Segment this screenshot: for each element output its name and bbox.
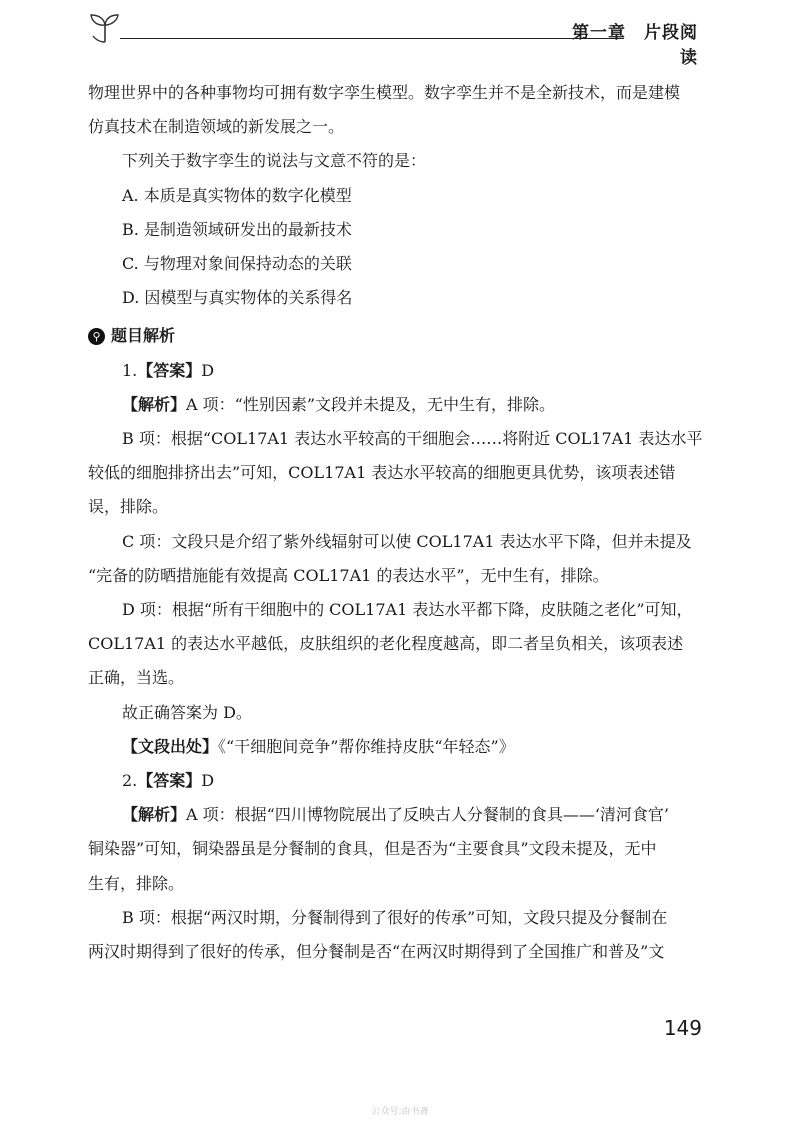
q1-conclusion: 故正确答案为 D。 <box>122 702 252 722</box>
q2-number: 2. <box>122 771 138 791</box>
analysis-line: 正确，当选。 <box>88 668 185 688</box>
sprout-icon <box>88 12 122 44</box>
answer-value: D <box>201 360 215 380</box>
section-title-text: 题目解析 <box>111 326 176 346</box>
analysis-text: A 项：“性别因素”文段并未提及，无中生有，排除。 <box>186 394 556 414</box>
parse-label: 【解析】 <box>122 394 187 414</box>
q2-option-a-analysis <box>88 798 700 832</box>
analysis-line: 生有，排除。 <box>88 873 185 893</box>
header-rule <box>120 38 624 39</box>
parse-label: 【解析】 <box>122 805 187 825</box>
answer-value: D <box>201 771 215 791</box>
option-a: A. 本质是真实物体的数字化模型 <box>122 185 352 205</box>
option-c: C. 与物理对象间保持动态的关联 <box>122 254 352 274</box>
intro-line: 物理世界中的各种事物均可拥有数字孪生模型。数字孪生并不是全新技术，而是建模 <box>88 83 681 102</box>
page-number: 149 <box>663 1016 702 1040</box>
analysis-line: “完备的防晒措施能有效提高 COL17A1 的表达水平”，无中生有，排除。 <box>88 565 609 585</box>
watermark: 公众号:由书斋 <box>371 1107 429 1117</box>
answer-label: 【答案】 <box>137 771 202 791</box>
page-header <box>88 8 698 68</box>
analysis-line: 误，排除。 <box>88 497 169 517</box>
q1-option-a-analysis <box>88 388 700 422</box>
page-body <box>88 76 703 969</box>
analysis-line: 铜染器”可知，铜染器虽是分餐制的食具，但是否为“主要食具”文段未提及，无中 <box>88 839 657 859</box>
analysis-line: 较低的细胞排挤出去”可知，COL17A1 表达水平较高的细胞更具优势，该项表述错 <box>88 463 676 483</box>
question-stem: 下列关于数字孪生的说法与文意不符的是： <box>122 151 427 171</box>
analysis-line: B 项：根据“两汉时期，分餐制得到了很好的传承”可知，文段只提及分餐制在 <box>122 907 668 927</box>
magnifier-icon: ⚲ <box>88 328 105 345</box>
analysis-line: B 项：根据“COL17A1 表达水平较高的干细胞会……将附近 COL17A1 表达水平 <box>122 429 703 449</box>
q2-answer <box>88 764 700 798</box>
q1-answer <box>88 354 700 388</box>
source-label: 【文段出处】 <box>122 736 219 756</box>
analysis-line: 两汉时期得到了很好的传承，但分餐制是否“在两汉时期得到了全国推广和普及”文 <box>88 942 665 962</box>
chapter-title: 第一章 片段阅读 <box>572 23 698 68</box>
analysis-section-title <box>88 319 700 353</box>
analysis-line: COL17A1 的表达水平越低，皮肤组织的老化程度越高，即二者呈负相关，该项表述 <box>88 634 684 654</box>
intro-line: 仿真技术在制造领域的新发展之一。 <box>88 117 345 137</box>
q1-source <box>88 730 700 764</box>
source-text: 《“干细胞间竞争”帮你维持皮肤“年轻态”》 <box>218 736 515 756</box>
option-b: B. 是制造领域研发出的最新技术 <box>122 219 352 239</box>
analysis-text: A 项：根据“四川博物院展出了反映古人分餐制的食具——‘清河食官’ <box>186 805 670 825</box>
analysis-line: D 项：根据“所有干细胞中的 COL17A1 表达水平都下降，皮肤随之老化”可知， <box>122 600 693 620</box>
analysis-line: C 项：文段只是介绍了紫外线辐射可以使 COL17A1 表达水平下降，但并未提及 <box>122 531 692 551</box>
option-d: D. 因模型与真实物体的关系得名 <box>122 288 353 308</box>
q1-number: 1. <box>122 360 138 380</box>
answer-label: 【答案】 <box>137 360 202 380</box>
